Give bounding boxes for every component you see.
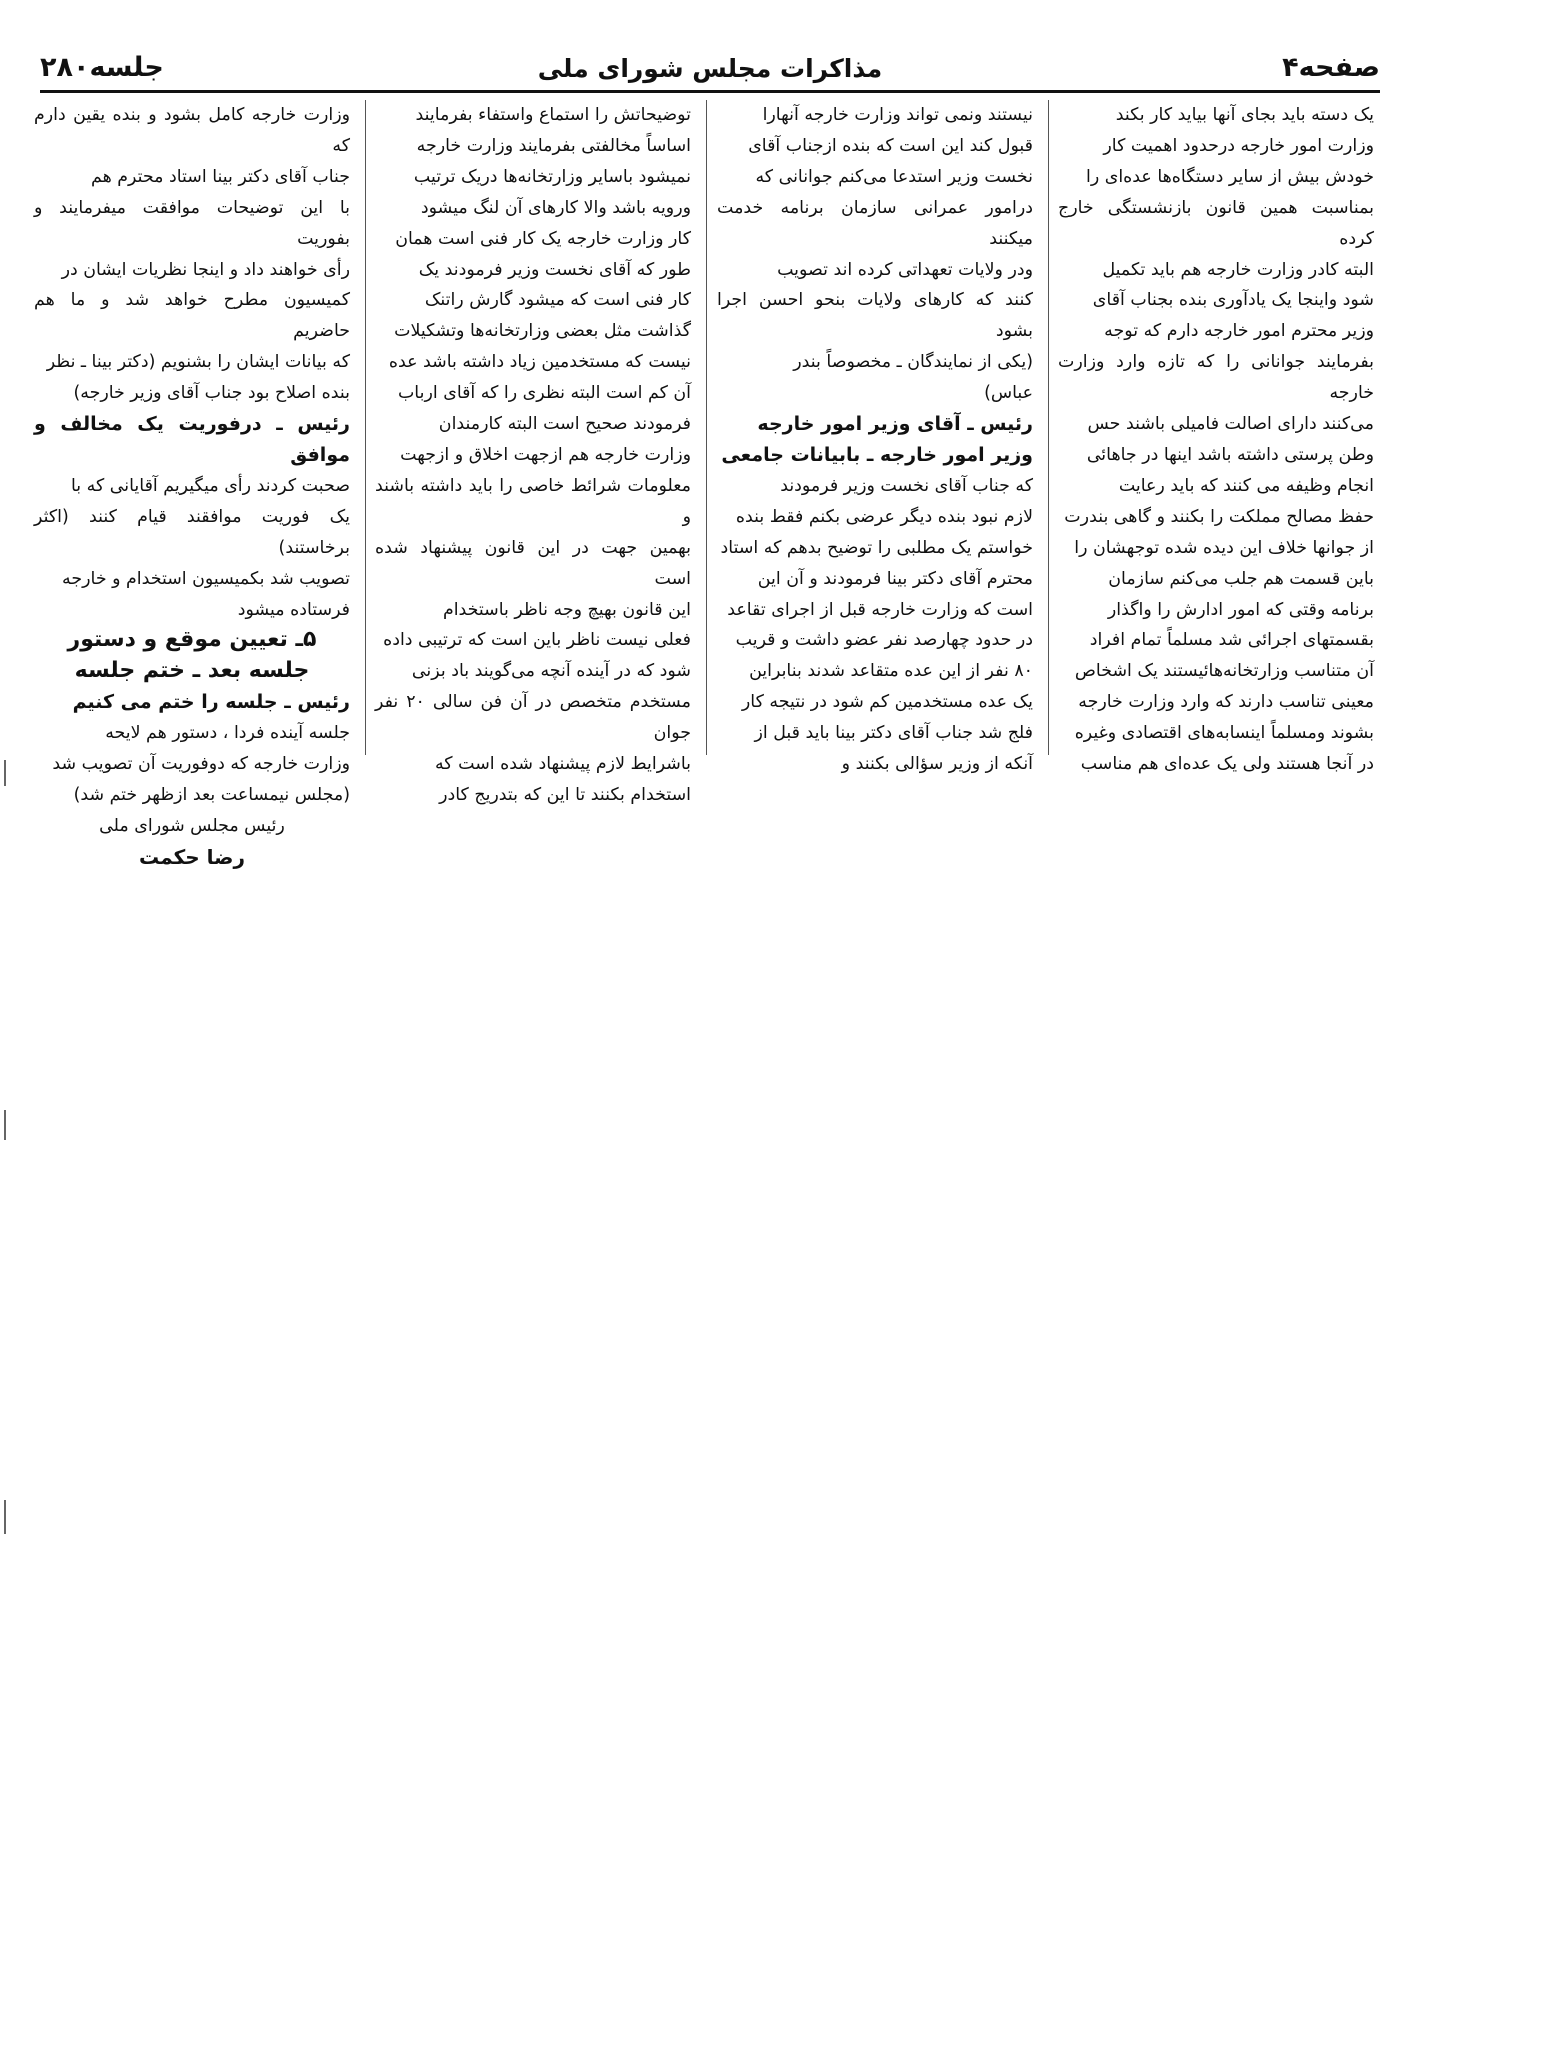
- text-line: گذاشت مثل بعضی وزارتخانه‌ها وتشکیلات: [394, 321, 691, 342]
- scan-edge-marks: [0, 0, 14, 2047]
- text-line: بهمین جهت در این قانون پیشنهاد شده است: [375, 537, 691, 589]
- text-line: شود واینجا یک یادآوری بنده بجناب آقای: [1092, 290, 1374, 311]
- text-line: فلج شد جناب آقای دکتر بینا باید قبل از: [754, 723, 1033, 744]
- text-line: (مجلس نیمساعت بعد ازظهر ختم شد): [73, 784, 350, 805]
- text-line: ۸۰ نفر از این عده متقاعد شدند بنابراین: [749, 661, 1033, 682]
- text-line: وزارت خارجه که دوفوریت آن تصویب شد: [52, 754, 350, 775]
- text-line: البته کادر وزارت خارجه هم باید تکمیل: [1102, 259, 1374, 280]
- text-line: قبول کند این است که بنده ازجناب آقای: [748, 135, 1033, 156]
- signature-name: رضا حکمت: [139, 844, 245, 869]
- text-line: کمیسیون مطرح خواهد شد و ما هم حاضریم: [34, 290, 350, 342]
- speaker-line: رئیس ـ جلسه را ختم می کنیم: [72, 691, 350, 714]
- text-line: معینی تناسب دارند که وارد وزارت خارجه: [1078, 692, 1374, 713]
- text-line: عباس): [984, 383, 1033, 404]
- speaker-line: رئیس ـ درفوریت یک مخالف و موافق: [34, 413, 350, 466]
- text-line: آنکه از وزیر سؤالی بکنند و: [841, 754, 1033, 775]
- text-line: باشرایط لازم پیشنهاد شده است که: [434, 754, 691, 775]
- speaker-line: وزیر امور خارجه ـ بابیانات جامعی: [721, 443, 1033, 466]
- column-divider: [1048, 100, 1049, 755]
- text-line: شود که در آینده آنچه می‌گویند باد بزنی: [411, 661, 691, 682]
- text-line: درامور عمرانی سازمان برنامه خدمت میکنند: [717, 197, 1033, 249]
- text-line: حفظ مصالح مملکت را بکنند و گاهی بندرت: [1064, 506, 1374, 527]
- text-line: برنامه وقتی که امور ادارش را واگذار: [1107, 599, 1374, 620]
- journal-title: مذاکرات مجلس شورای ملی: [537, 54, 883, 83]
- text-line: بمناسبت همین قانون بازنشستگی خارج کرده: [1058, 197, 1374, 249]
- text-line: با این توضیحات موافقت میفرمایند و بفوریت: [34, 197, 350, 249]
- text-line: انجام وظیفه می کنند که باید رعایت: [1118, 475, 1374, 496]
- text-column-3: [375, 100, 691, 811]
- text-line: استخدام بکنند تا این که بتدریج کادر: [439, 784, 691, 805]
- text-line: فرستاده میشود: [237, 599, 350, 620]
- page-number: صفحه۴: [1282, 52, 1380, 83]
- text-line: معلومات شرائط خاصی را باید داشته باشند و: [375, 475, 691, 527]
- text-line: وطن پرستی داشته باشد اینها در جاهائی: [1086, 444, 1374, 465]
- text-line: خواستم یک مطلبی را توضیح بدهم که استاد: [720, 537, 1033, 558]
- text-line: محترم آقای دکتر بینا فرمودند و آن این: [757, 568, 1033, 589]
- text-line: که جناب آقای نخست وزیر فرمودند: [780, 475, 1033, 496]
- text-line: خودش بیش از سایر دستگاه‌ها عده‌ای را: [1085, 166, 1374, 187]
- text-line: جلسه آینده فردا ، دستور هم لایحه: [105, 723, 350, 744]
- text-line: یک دسته باید بجای آنها بیاید کار بکند: [1115, 105, 1374, 125]
- text-line: فرمودند صحیح است البته کارمندان: [438, 414, 691, 435]
- text-line: یک فوریت موافقند قیام کنند (اکثر برخاستند): [34, 506, 350, 558]
- text-line: مستخدم متخصص در آن فن سالی ۲۰ نفر جوان: [375, 692, 691, 744]
- scan-mark: [4, 1500, 6, 1534]
- text-line: وزارت امور خارجه درحدود اهمیت کار: [1103, 135, 1374, 156]
- text-line: بشوند ومسلماً اینسابه‌های اقتصادی وغیره: [1074, 723, 1374, 744]
- text-line: وزیر محترم امور خارجه دارم که توجه: [1104, 321, 1374, 342]
- text-line: یک عده مستخدمین کم شود در نتیجه کار: [741, 692, 1033, 713]
- text-column-1: [1058, 100, 1374, 780]
- speaker-line: رئیس ـ آقای وزیر امور خارجه: [757, 413, 1033, 436]
- text-column-4: [34, 100, 350, 873]
- text-line: آن متناسب وزارتخانه‌هائیستند یک اشخاص: [1074, 661, 1374, 682]
- text-line: لازم نبود بنده دیگر عرضی بکنم فقط بنده: [735, 506, 1033, 527]
- text-line: نیست که مستخدمین زیاد داشته باشد عده: [388, 352, 691, 373]
- section-heading: ۵ـ تعیین موقع و دستور: [67, 627, 317, 653]
- column-divider: [706, 100, 707, 755]
- text-line: که بیانات ایشان را بشنویم (دکتر بینا ـ نظر: [46, 352, 350, 373]
- text-line: ودر ولایات تعهداتی کرده اند تصویب: [777, 259, 1033, 280]
- text-line: است که وزارت خارجه قبل از اجرای تقاعد: [727, 599, 1033, 620]
- text-line: بنده اصلاح بود جناب آقای وزیر خارجه): [73, 383, 350, 404]
- text-line: کار فنی است که میشود گارش راتنک: [424, 290, 691, 311]
- text-line: نمیشود باسایر وزارتخانه‌ها دریک ترتیب: [413, 166, 691, 187]
- scan-mark: [4, 760, 6, 786]
- text-line: نیستند ونمی تواند وزارت خارجه آنهارا: [762, 105, 1033, 125]
- text-line: کنند که کارهای ولایات بنحو احسن اجرا بشود: [717, 290, 1033, 342]
- text-line: وزارت خارجه کامل بشود و بنده یقین دارم که: [34, 105, 350, 156]
- text-line: نخست وزیر استدعا می‌کنم جوانانی که: [755, 166, 1033, 187]
- text-line: تصویب شد بکمیسیون استخدام و خارجه: [62, 568, 350, 589]
- text-line: از جوانها خلاف این دیده شده توجهشان را: [1074, 537, 1374, 558]
- text-line: باین قسمت هم جلب می‌کنم سازمان: [1108, 568, 1374, 589]
- text-line: کار وزارت خارجه یک کار فنی است همان: [395, 228, 691, 249]
- section-heading: جلسه بعد ـ ختم جلسه: [74, 658, 310, 684]
- text-line: بقسمتهای اجرائی شد مسلماً تمام افراد: [1089, 630, 1374, 651]
- text-line: بفرمایند جوانانی را که تازه وارد وزارت خارجه: [1058, 352, 1374, 404]
- text-line: صحبت کردند رأی میگیریم آقایانی که با: [71, 475, 350, 496]
- text-line: رأی خواهند داد و اینجا نظریات ایشان در: [61, 259, 350, 280]
- scan-mark: [4, 1110, 6, 1140]
- header-rule: [40, 90, 1380, 93]
- text-line: این قانون بهیچ وجه ناظر باستخدام: [442, 599, 691, 620]
- text-line: در حدود چهارصد نفر عضو داشت و قریب: [735, 630, 1033, 651]
- text-line: جناب آقای دکتر بینا استاد محترم هم: [91, 166, 350, 187]
- text-column-2: [717, 100, 1033, 780]
- text-line: طور که آقای نخست وزیر فرمودند یک: [418, 259, 691, 280]
- text-line: آن کم است البته نظری را که آقای ارباب: [397, 383, 691, 404]
- text-line: فعلی نیست ناظر باین است که ترتیبی داده: [383, 630, 691, 651]
- text-line: (یکی از نمایندگان ـ مخصوصاً بندر: [793, 352, 1033, 373]
- page-header: [40, 52, 1380, 92]
- column-divider: [365, 100, 366, 755]
- text-line: وزارت خارجه هم ازجهت اخلاق و ازجهت: [400, 444, 691, 465]
- text-line: می‌کنند دارای اصالت فامیلی باشند حس: [1087, 414, 1374, 435]
- text-line: در آنجا هستند ولی یک عده‌ای هم مناسب: [1080, 754, 1374, 775]
- signature-title: رئیس مجلس شورای ملی: [99, 815, 285, 836]
- text-line: اساساً مخالفتی بفرمایند وزارت خارجه: [416, 135, 691, 156]
- text-line: ورویه باشد والا کارهای آن لنگ میشود: [420, 197, 691, 218]
- session-number: جلسه۲۸۰: [40, 52, 164, 83]
- text-line: توضیحاتش را استماع واستفاء بفرمایند: [415, 105, 691, 125]
